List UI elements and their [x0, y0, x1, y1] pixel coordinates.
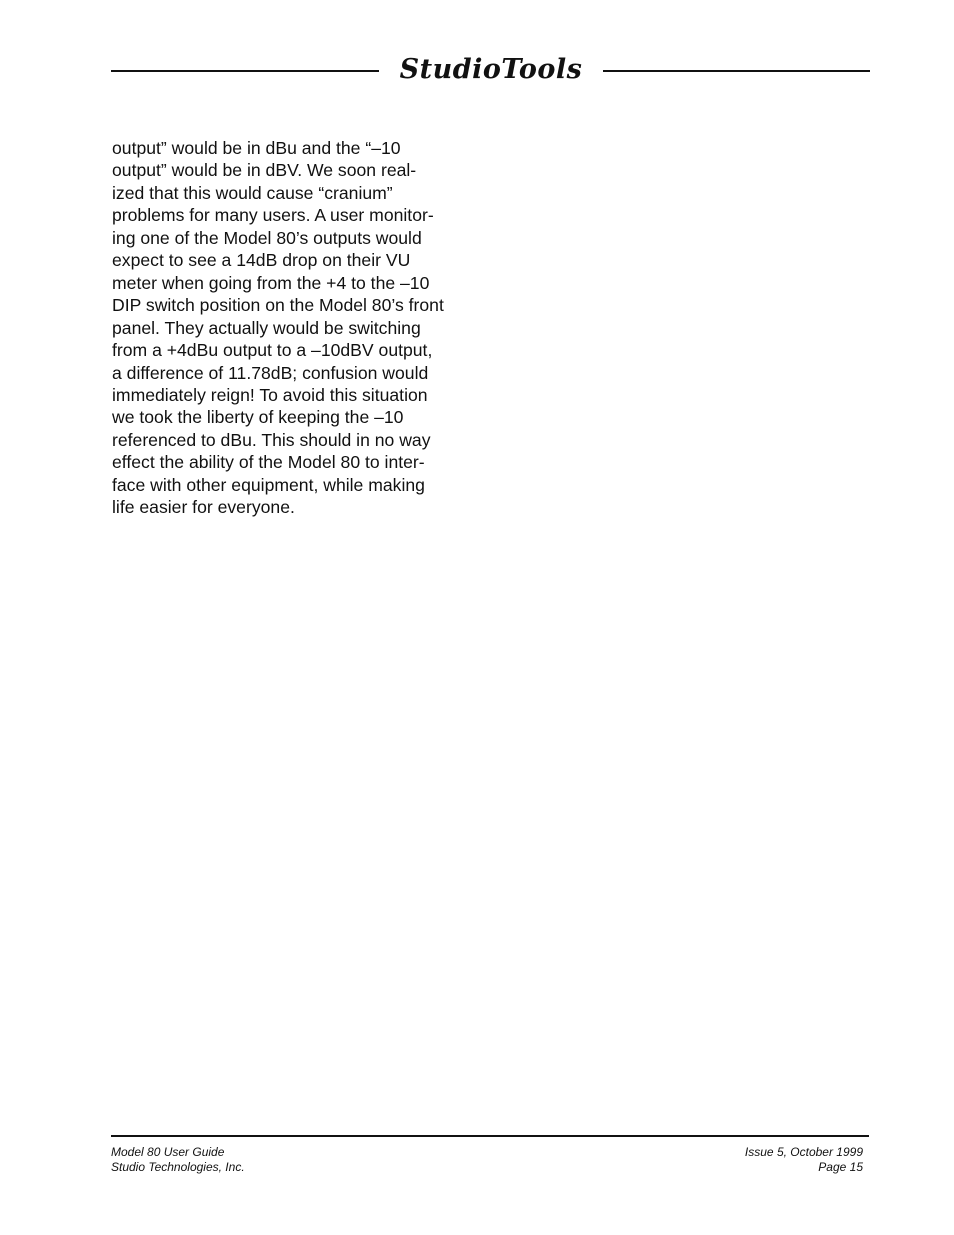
header-rule-right: [603, 70, 870, 72]
body-line: expect to see a 14dB drop on their VU: [112, 250, 411, 271]
footer-right: [745, 1145, 863, 1175]
body-line: immediately reign! To avoid this situation: [112, 384, 428, 405]
studiotools-logo: [383, 48, 599, 92]
body-line: life easier for everyone.: [112, 497, 295, 518]
body-line: output” would be in dBu and the “–10: [112, 138, 401, 158]
footer-page-number: Page 15: [818, 1160, 863, 1174]
body-line: we took the liberty of keeping the –10: [112, 407, 404, 428]
footer-issue: Issue 5, October 1999: [744, 1145, 863, 1159]
body-line: DIP switch position on the Model 80’s front: [112, 295, 444, 316]
body-line: face with other equipment, while making: [112, 474, 425, 495]
footer-company: Studio Technologies, Inc.: [111, 1160, 245, 1174]
footer-guide-title: Model 80 User Guide: [111, 1145, 225, 1159]
footer-rule: [111, 1135, 869, 1137]
body-line: meter when going from the +4 to the –10: [112, 272, 430, 293]
body-line: output” would be in dBV. We soon real-: [112, 160, 417, 181]
logo-text: StudioTools: [399, 54, 583, 85]
body-line: ing one of the Model 80’s outputs would: [112, 227, 422, 248]
body-line: problems for many users. A user monitor-: [112, 205, 434, 226]
body-line: a difference of 11.78dB; confusion would: [112, 362, 429, 383]
body-line: effect the ability of the Model 80 to inter-: [112, 452, 425, 473]
body-paragraph: [112, 137, 477, 519]
body-text-column: [112, 137, 477, 519]
body-line: ized that this would cause “cranium”: [112, 182, 393, 203]
body-line: from a +4dBu output to a –10dBV output,: [112, 340, 433, 361]
body-line: referenced to dBu. This should in no way: [112, 429, 431, 450]
footer-left: [111, 1145, 245, 1175]
body-line: panel. They actually would be switching: [112, 317, 421, 338]
header-rule-left: [111, 70, 379, 72]
